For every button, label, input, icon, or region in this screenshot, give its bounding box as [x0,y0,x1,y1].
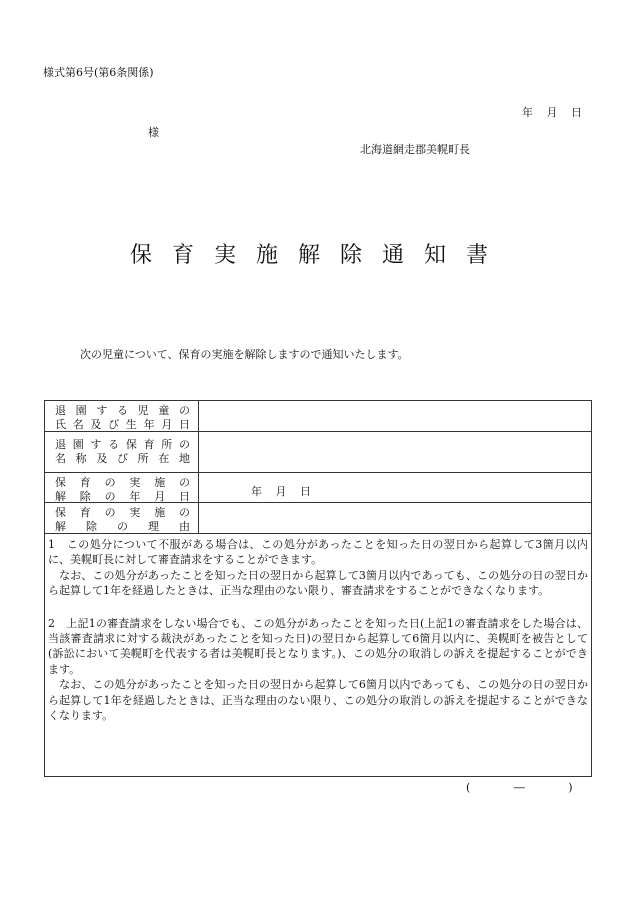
note-paragraph: 1 この処分について不服がある場合は、この処分があったことを知った日の翌日から起算して3箇月以内に、美幌町長に対して審査請求をすることができます。 [48,538,588,567]
label-line: 解除の理由 [55,520,190,533]
document-title: 保育実施解除通知書 [129,243,508,268]
label-line: 保育の実施の [55,476,190,489]
table-row [45,503,591,534]
row-label [45,473,199,502]
form-number: 様式第6号(第6条関係) [43,66,154,79]
date-field: 年 月 日 [522,106,582,119]
label-line: 氏名及び生年月日 [55,418,190,431]
label-line: 解除の年月日 [55,490,190,503]
appeal-notes [48,537,588,723]
row-label [45,401,199,431]
intro-text: 次の児童について、保育の実施を解除しますので通知いたします。 [80,348,409,361]
notice-table [44,400,592,777]
note-paragraph: なお、この処分があったことを知った日の翌日から起算して6箇月以内であっても、この処分の日の翌日から起算して1年を経過したときは、正当な理由のない限り、この処分の取消しの訴えを提起することができなくなります。 [48,678,588,723]
label-line: 名称及び所在地 [55,452,190,465]
table-row [45,432,591,473]
row-label [45,503,199,533]
label-line: 保育の実施の [55,506,190,519]
issuer-name: 北海道網走郡美幌町長 [360,143,470,156]
recipient-honorific: 様 [148,126,159,139]
label-line: 退園する児童の [55,404,190,417]
table-row [45,401,591,432]
cancellation-date-value: 年 月 日 [251,485,311,498]
note-paragraph: なお、この処分があったことを知った日の翌日から起算して3箇月以内であっても、この処分の日の翌日から起算して1年を経過したときは、正当な理由のない限り、審査請求をすることができなくなります。 [48,568,588,598]
note-paragraph: 2 上記1の審査請求をしない場合でも、この処分があったことを知った日(上記1の審査請求をした場合は、当該審査請求に対する裁決があったことを知った日)の翌日から起算して6箇月以内に、美幌町を被告として(訴訟において美幌町を代表する者は美幌町長となります。)、この処分の取消しの訴えを提起することができます。 [48,616,588,676]
row-label [45,432,199,472]
footer-reference: ( ― ) [466,781,573,794]
label-line: 退園する保育所の [55,438,190,451]
table-row [45,473,591,503]
